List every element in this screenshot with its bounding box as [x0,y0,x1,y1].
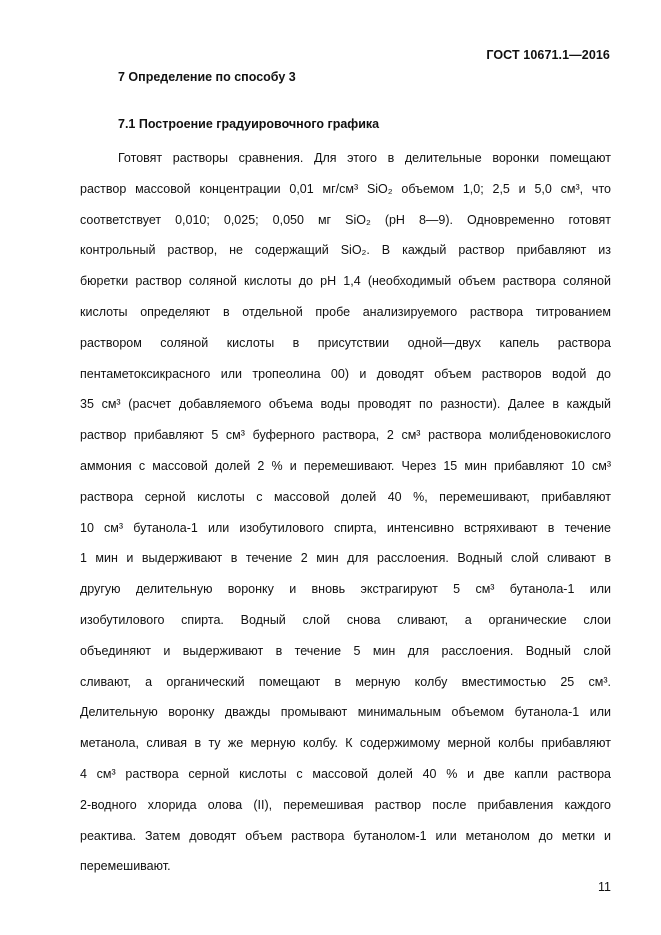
paragraph-line: бюретки раствор соляной кислоты до pH 1,4 (необходимый объем раствора соляной [80,274,611,289]
paragraph-line: 2-водного хлорида олова (II), перемешивая раствор после прибавления каждого [80,797,611,812]
paragraph-line: 4 см³ раствора серной кислоты с массовой долей 40 % и две капли раствора [80,766,611,781]
page-number: 11 [598,880,611,894]
paragraph-line: соответствует 0,010; 0,025; 0,050 мг SiO₂ (pH 8—9). Одновременно готовят [80,212,611,227]
paragraph-line: раствора серной кислоты с массовой долей 40 %, перемешивают, прибавляют [80,489,611,504]
paragraph-line: 35 см³ (расчет добавляемого объема воды проводят по разности). Далее в каждый [80,397,611,412]
paragraph-line: раствором соляной кислоты в присутствии одной—двух капель раствора [80,335,611,350]
paragraph-line: контрольный раствор, не содержащий SiO₂. В каждый раствор прибавляют из [80,243,611,258]
standard-code-header: ГОСТ 10671.1—2016 [486,48,610,62]
paragraph-line: пентаметоксикрасного или тропеолина 00) и доводят объем растворов водой до [80,366,611,381]
paragraph-line: другую делительную воронку и вновь экстрагируют 5 см³ бутанола-1 или [80,582,611,597]
paragraph-line: реактива. Затем доводят объем раствора бутанолом-1 или метанолом до метки и [80,828,611,843]
paragraph-line: 10 см³ бутанола-1 или изобутилового спирта, интенсивно встряхивают в течение [80,520,611,535]
paragraph-line: изобутилового спирта. Водный слой снова сливают, а органические слои [80,612,611,627]
paragraph-line: объединяют и выдерживают в течение 5 мин для расслоения. Водный слой [80,643,611,658]
paragraph-line: аммония с массовой долей 2 % и перемешивают. Через 15 мин прибавляют 10 см³ [80,458,611,473]
paragraph-line: раствор прибавляют 5 см³ буферного раствора, 2 см³ раствора молибденовокислого [80,428,611,443]
paragraph-line: раствор массовой концентрации 0,01 мг/см³ SiO₂ объемом 1,0; 2,5 и 5,0 см³, что [80,181,611,196]
paragraph-line: сливают, а органический помещают в мерную колбу вместимостью 25 см³. [80,674,611,689]
paragraph-line: Готовят растворы сравнения. Для этого в делительные воронки помещают [118,151,611,165]
paragraph-line: кислоты определяют в отдельной пробе анализируемого раствора титрованием [80,304,611,319]
body-paragraph [80,143,611,882]
paragraph-line: 1 мин и выдерживают в течение 2 мин для расслоения. Водный слой сливают в [80,551,611,566]
section-heading: 7 Определение по способу 3 [118,70,296,84]
subsection-heading: 7.1 Построение градуировочного графика [118,117,380,131]
paragraph-line: метанола, сливая в ту же мерную колбу. К содержимому мерной колбы прибавляют [80,736,611,751]
paragraph-line: перемешивают. [80,859,171,874]
paragraph-line: Делительную воронку дважды промывают минимальным объемом бутанола-1 или [80,705,611,720]
